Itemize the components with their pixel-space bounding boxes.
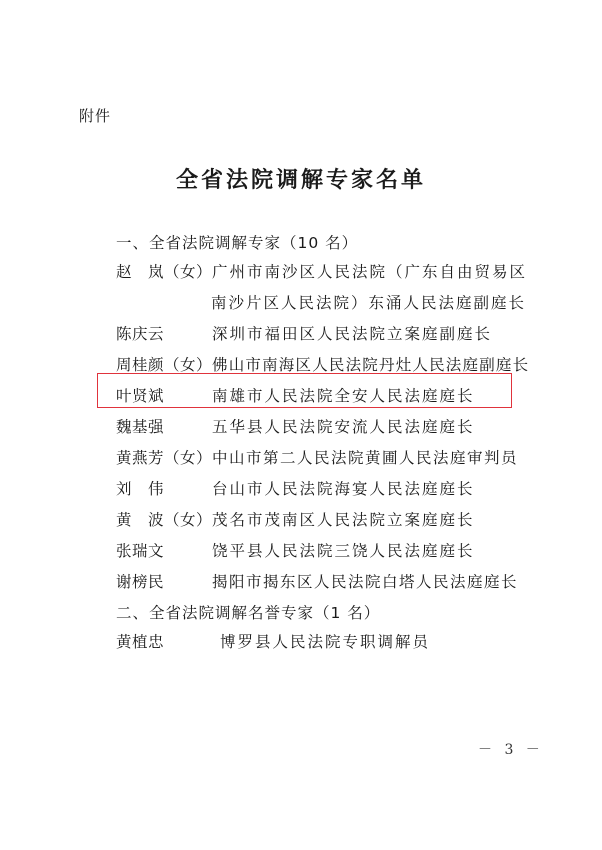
expert-name: 黄植忠 [116,633,165,651]
expert-position: 佛山市南海区人民法院丹灶人民法庭副庭长 [212,356,530,374]
attachment-label: 附件 [79,107,112,125]
expert-position: 南雄市人民法院全安人民法庭庭长 [212,387,475,405]
expert-position-continued: 南沙片区人民法院）东涌人民法庭副庭长 [211,294,527,312]
expert-position: 深圳市福田区人民法院立案庭副庭长 [212,325,493,343]
expert-name: 叶贤斌 [116,387,165,405]
expert-name: 黄燕芳（女） [116,449,213,467]
expert-name: 刘 伟 [116,480,165,498]
expert-position: 饶平县人民法院三饶人民法庭庭长 [212,542,475,560]
expert-name: 陈庆云 [116,325,165,343]
expert-position: 广州市南沙区人民法院（广东自由贸易区 [212,263,528,281]
expert-name: 谢榜民 [116,573,165,591]
expert-position: 茂名市茂南区人民法院立案庭庭长 [212,511,475,529]
expert-position: 揭阳市揭东区人民法院白塔人民法庭庭长 [212,573,519,591]
expert-position: 五华县人民法院安流人民法庭庭长 [212,418,475,436]
expert-position: 博罗县人民法院专职调解员 [220,633,431,651]
expert-position: 中山市第二人民法院黄圃人民法庭审判员 [212,449,519,467]
section-heading-honorary: 二、全省法院调解名誉专家（1 名） [116,604,381,622]
expert-name: 张瑞文 [116,542,165,560]
expert-name: 黄 波（女） [116,511,213,529]
expert-position: 台山市人民法院海宴人民法庭庭长 [212,480,475,498]
page-title: 全省法院调解专家名单 [175,167,426,193]
section-heading-experts: 一、全省法院调解专家（10 名） [116,234,359,252]
expert-name: 周桂颜（女） [116,356,213,374]
expert-name: 赵 岚（女） [116,263,213,281]
expert-name: 魏基强 [116,418,165,436]
page-number: － 3 － [478,742,544,758]
